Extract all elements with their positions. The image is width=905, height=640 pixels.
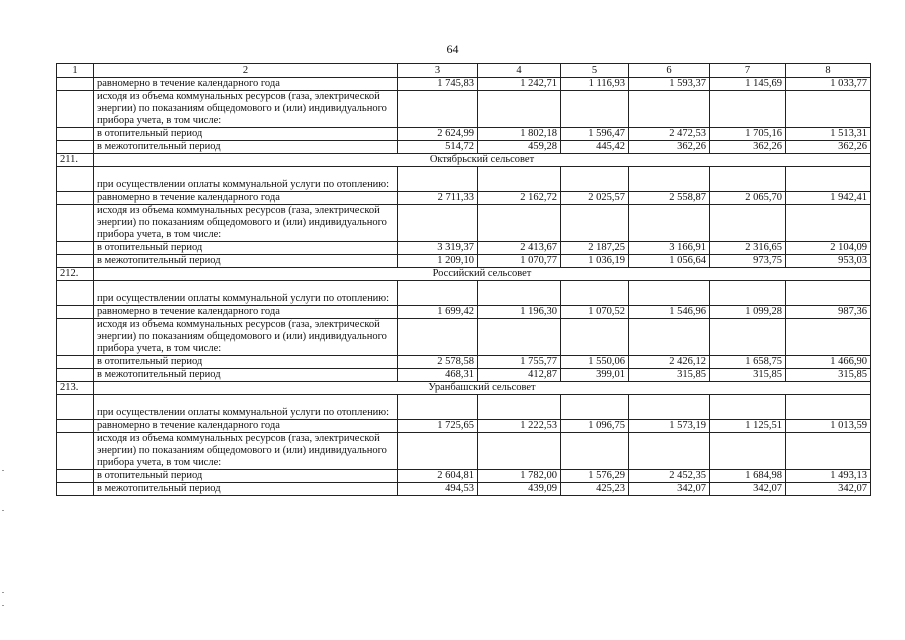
value-cell: [478, 319, 561, 356]
table-row: [57, 78, 871, 91]
value-cell: [561, 205, 629, 242]
row-description: при осуществлении оплаты коммунальной услуги по отоплению:: [94, 281, 398, 306]
value-cell: [561, 395, 629, 420]
value-cell: 2 316,65: [710, 242, 786, 255]
value-cell: 1 070,52: [561, 306, 629, 319]
value-cell: 1 125,51: [710, 420, 786, 433]
value-cell: 399,01: [561, 369, 629, 382]
value-cell: [398, 433, 478, 470]
table-row: [57, 141, 871, 154]
value-cell: 1 705,16: [710, 128, 786, 141]
row-index-cell: [57, 91, 94, 128]
value-cell: 2 558,87: [629, 192, 710, 205]
table-row: [57, 356, 871, 369]
column-header: 3: [398, 64, 478, 78]
row-index-cell: [57, 141, 94, 154]
section-row: [57, 268, 871, 281]
value-cell: [629, 281, 710, 306]
row-index-cell: [57, 306, 94, 319]
value-cell: 1 684,98: [710, 470, 786, 483]
value-cell: 362,26: [710, 141, 786, 154]
value-cell: [561, 91, 629, 128]
value-cell: 1 942,41: [786, 192, 871, 205]
value-cell: 362,26: [629, 141, 710, 154]
value-cell: 2 604,81: [398, 470, 478, 483]
value-cell: 2 452,35: [629, 470, 710, 483]
row-index-cell: [57, 281, 94, 306]
subheading-row: [57, 91, 871, 128]
value-cell: 3 319,37: [398, 242, 478, 255]
value-cell: 1 466,90: [786, 356, 871, 369]
value-cell: [710, 91, 786, 128]
scan-artifact: [2, 470, 4, 471]
value-cell: [710, 281, 786, 306]
row-index-cell: [57, 395, 94, 420]
value-cell: 2 578,58: [398, 356, 478, 369]
section-title: Уранбашский сельсовет: [94, 382, 871, 395]
value-cell: 2 162,72: [478, 192, 561, 205]
value-cell: [786, 395, 871, 420]
value-cell: 468,31: [398, 369, 478, 382]
row-description: равномерно в течение календарного года: [94, 306, 398, 319]
table-body: [57, 64, 871, 496]
value-cell: [710, 395, 786, 420]
scan-artifact: [2, 605, 4, 606]
value-cell: [398, 91, 478, 128]
value-cell: 1 036,19: [561, 255, 629, 268]
section-row: [57, 382, 871, 395]
value-cell: 953,03: [786, 255, 871, 268]
section-title: Российский сельсовет: [94, 268, 871, 281]
value-cell: 2 426,12: [629, 356, 710, 369]
scan-artifact: [2, 592, 4, 593]
value-cell: [398, 395, 478, 420]
value-cell: 1 070,77: [478, 255, 561, 268]
value-cell: 445,42: [561, 141, 629, 154]
value-cell: [478, 395, 561, 420]
value-cell: 1 658,75: [710, 356, 786, 369]
header-row: [57, 64, 871, 78]
table-row: [57, 369, 871, 382]
section-number: 212.: [57, 268, 94, 281]
value-cell: 2 104,09: [786, 242, 871, 255]
table-row: [57, 420, 871, 433]
value-cell: 1 222,53: [478, 420, 561, 433]
value-cell: 2 413,67: [478, 242, 561, 255]
value-cell: [786, 205, 871, 242]
row-index-cell: [57, 470, 94, 483]
value-cell: 1 755,77: [478, 356, 561, 369]
row-description: исходя из объема коммунальных ресурсов (газа, электрической энергии) по показаниям общедомового и (или) индивидуального прибора учета, в том числе:: [94, 91, 398, 128]
row-description: в межотопительный период: [94, 255, 398, 268]
value-cell: 1 596,47: [561, 128, 629, 141]
row-description: исходя из объема коммунальных ресурсов (газа, электрической энергии) по показаниям общедомового и (или) индивидуального прибора учета, в том числе:: [94, 433, 398, 470]
row-index-cell: [57, 369, 94, 382]
scan-artifact: [2, 510, 4, 511]
value-cell: [710, 167, 786, 192]
row-description: исходя из объема коммунальных ресурсов (газа, электрической энергии) по показаниям общедомового и (или) индивидуального прибора учета, в том числе:: [94, 319, 398, 356]
value-cell: 2 624,99: [398, 128, 478, 141]
table-row: [57, 128, 871, 141]
row-index-cell: [57, 433, 94, 470]
value-cell: 1 096,75: [561, 420, 629, 433]
row-description: равномерно в течение календарного года: [94, 420, 398, 433]
subheading-row: [57, 395, 871, 420]
value-cell: 1 725,65: [398, 420, 478, 433]
subheading-row: [57, 433, 871, 470]
row-index-cell: [57, 356, 94, 369]
value-cell: 514,72: [398, 141, 478, 154]
table-row: [57, 242, 871, 255]
row-index-cell: [57, 242, 94, 255]
value-cell: [786, 319, 871, 356]
section-title: Октябрьский сельсовет: [94, 154, 871, 167]
page-number: 64: [446, 42, 459, 56]
value-cell: [478, 205, 561, 242]
value-cell: 494,53: [398, 483, 478, 496]
value-cell: [786, 91, 871, 128]
value-cell: [478, 91, 561, 128]
row-description: в межотопительный период: [94, 483, 398, 496]
row-index-cell: [57, 420, 94, 433]
value-cell: 987,36: [786, 306, 871, 319]
value-cell: 973,75: [710, 255, 786, 268]
value-cell: 1 576,29: [561, 470, 629, 483]
value-cell: [629, 319, 710, 356]
value-cell: 1 573,19: [629, 420, 710, 433]
row-description: при осуществлении оплаты коммунальной услуги по отоплению:: [94, 167, 398, 192]
value-cell: [786, 167, 871, 192]
value-cell: 1 099,28: [710, 306, 786, 319]
value-cell: 1 056,64: [629, 255, 710, 268]
column-header: 8: [786, 64, 871, 78]
row-index-cell: [57, 192, 94, 205]
value-cell: [478, 281, 561, 306]
value-cell: [478, 167, 561, 192]
value-cell: 315,85: [710, 369, 786, 382]
value-cell: 1 550,06: [561, 356, 629, 369]
value-cell: [398, 167, 478, 192]
column-header: 2: [94, 64, 398, 78]
value-cell: 425,23: [561, 483, 629, 496]
value-cell: 362,26: [786, 141, 871, 154]
column-header: 7: [710, 64, 786, 78]
row-description: в отопительный период: [94, 242, 398, 255]
value-cell: 1 745,83: [398, 78, 478, 91]
value-cell: [398, 319, 478, 356]
value-cell: 1 546,96: [629, 306, 710, 319]
column-header: 1: [57, 64, 94, 78]
row-description: при осуществлении оплаты коммунальной услуги по отоплению:: [94, 395, 398, 420]
value-cell: 1 013,59: [786, 420, 871, 433]
value-cell: [561, 167, 629, 192]
section-number: 211.: [57, 154, 94, 167]
value-cell: 1 782,00: [478, 470, 561, 483]
value-cell: [629, 395, 710, 420]
row-index-cell: [57, 128, 94, 141]
value-cell: [478, 433, 561, 470]
column-header: 4: [478, 64, 561, 78]
value-cell: 439,09: [478, 483, 561, 496]
value-cell: [786, 433, 871, 470]
table-row: [57, 470, 871, 483]
row-description: в межотопительный период: [94, 141, 398, 154]
value-cell: 2 711,33: [398, 192, 478, 205]
column-header: 6: [629, 64, 710, 78]
table-row: [57, 306, 871, 319]
value-cell: [710, 433, 786, 470]
row-description: в отопительный период: [94, 128, 398, 141]
value-cell: 1 116,93: [561, 78, 629, 91]
table-row: [57, 192, 871, 205]
value-cell: 3 166,91: [629, 242, 710, 255]
subheading-row: [57, 167, 871, 192]
value-cell: 412,87: [478, 369, 561, 382]
value-cell: 1 593,37: [629, 78, 710, 91]
value-cell: [398, 281, 478, 306]
value-cell: 315,85: [786, 369, 871, 382]
value-cell: [561, 433, 629, 470]
value-cell: 1 513,31: [786, 128, 871, 141]
value-cell: 342,07: [710, 483, 786, 496]
value-cell: 2 025,57: [561, 192, 629, 205]
row-index-cell: [57, 205, 94, 242]
row-description: равномерно в течение календарного года: [94, 78, 398, 91]
value-cell: 2 187,25: [561, 242, 629, 255]
value-cell: 1 033,77: [786, 78, 871, 91]
row-description: равномерно в течение календарного года: [94, 192, 398, 205]
value-cell: [629, 91, 710, 128]
row-description: в отопительный период: [94, 356, 398, 369]
row-index-cell: [57, 319, 94, 356]
value-cell: [561, 281, 629, 306]
value-cell: 1 493,13: [786, 470, 871, 483]
value-cell: 1 802,18: [478, 128, 561, 141]
value-cell: 315,85: [629, 369, 710, 382]
subheading-row: [57, 205, 871, 242]
subheading-row: [57, 281, 871, 306]
value-cell: [710, 319, 786, 356]
tariff-table: [56, 63, 871, 496]
table-row: [57, 255, 871, 268]
value-cell: [629, 205, 710, 242]
value-cell: 1 196,30: [478, 306, 561, 319]
row-description: исходя из объема коммунальных ресурсов (газа, электрической энергии) по показаниям общедомового и (или) индивидуального прибора учета, в том числе:: [94, 205, 398, 242]
row-description: в межотопительный период: [94, 369, 398, 382]
value-cell: [561, 319, 629, 356]
value-cell: 342,07: [786, 483, 871, 496]
value-cell: [629, 167, 710, 192]
subheading-row: [57, 319, 871, 356]
value-cell: 2 472,53: [629, 128, 710, 141]
section-row: [57, 154, 871, 167]
value-cell: [786, 281, 871, 306]
row-index-cell: [57, 167, 94, 192]
value-cell: 459,28: [478, 141, 561, 154]
value-cell: [710, 205, 786, 242]
row-index-cell: [57, 255, 94, 268]
value-cell: 342,07: [629, 483, 710, 496]
row-description: в отопительный период: [94, 470, 398, 483]
table-row: [57, 483, 871, 496]
value-cell: 2 065,70: [710, 192, 786, 205]
value-cell: 1 145,69: [710, 78, 786, 91]
value-cell: [629, 433, 710, 470]
row-index-cell: [57, 78, 94, 91]
value-cell: 1 699,42: [398, 306, 478, 319]
section-number: 213.: [57, 382, 94, 395]
value-cell: [398, 205, 478, 242]
column-header: 5: [561, 64, 629, 78]
value-cell: 1 209,10: [398, 255, 478, 268]
value-cell: 1 242,71: [478, 78, 561, 91]
row-index-cell: [57, 483, 94, 496]
